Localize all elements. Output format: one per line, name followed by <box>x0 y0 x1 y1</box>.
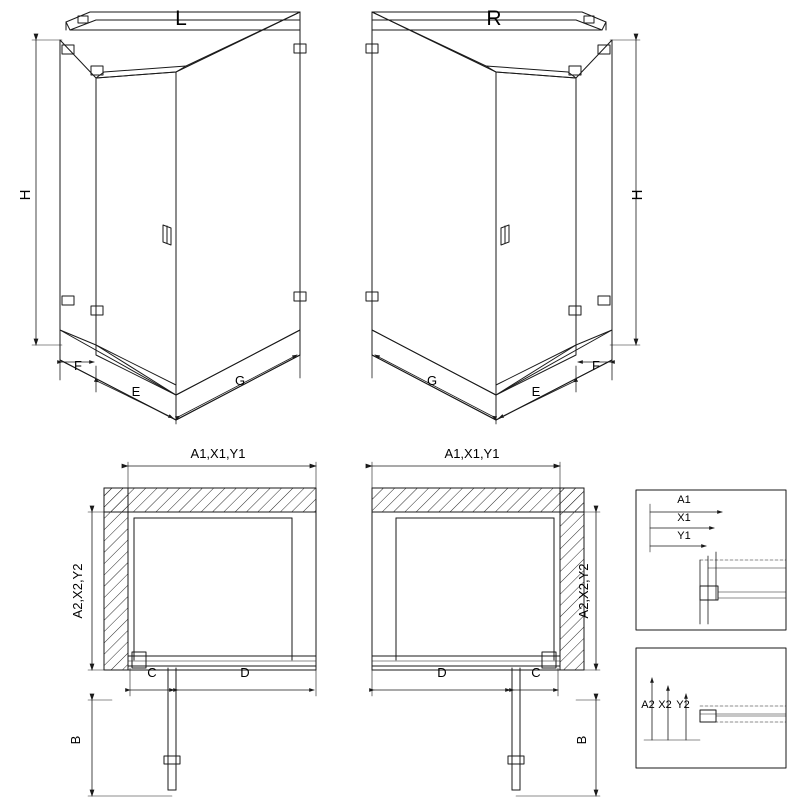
label-base-f-right: F <box>592 358 600 373</box>
label-plan-side-left: A2,X2,Y2 <box>70 563 85 619</box>
label-plan-top-right: A1,X1,Y1 <box>444 446 500 461</box>
label-height-right: H <box>629 189 646 201</box>
hinge-icon <box>91 306 103 315</box>
label-base-f-left: F <box>74 358 82 373</box>
label-plan-d-left: D <box>240 665 250 680</box>
label-plan-top-left: A1,X1,Y1 <box>190 446 246 461</box>
label-base-e-right: E <box>531 384 541 399</box>
label-door-b-right: B <box>574 735 589 745</box>
label-detail-a1: A1 <box>677 494 691 506</box>
hinge-icon <box>598 296 610 305</box>
label-detail-a2: A2 <box>641 699 655 711</box>
label-plan-c-left: C <box>147 665 157 680</box>
label-plan-side-right: A2,X2,Y2 <box>576 563 591 619</box>
label-plan-d-right: D <box>437 665 447 680</box>
label-door-b-left: B <box>68 735 83 745</box>
label-variant-right: R <box>486 7 502 30</box>
glass-back-panel-right <box>372 12 496 395</box>
label-detail-x2: X2 <box>658 699 672 711</box>
label-height-left: H <box>17 189 34 201</box>
door-top-frame-right <box>486 66 576 78</box>
hinge-icon <box>62 296 74 305</box>
glass-door-left <box>96 72 176 395</box>
glass-door-right <box>496 72 576 395</box>
label-base-e-left: E <box>131 384 141 399</box>
plan-view-right <box>372 462 600 796</box>
glass-side-panel-right <box>576 40 612 345</box>
label-detail-x1: X1 <box>677 512 691 524</box>
hinge-icon <box>569 306 581 315</box>
glass-side-panel-left <box>60 40 96 345</box>
label-base-g-right: G <box>426 373 438 388</box>
label-base-g-left: G <box>234 373 246 388</box>
tray-left-front-r <box>496 330 612 420</box>
glass-back-panel-left <box>176 12 300 395</box>
label-detail-y2: Y2 <box>676 699 690 711</box>
door-top-frame-left <box>96 66 186 78</box>
plan-view-left <box>88 462 316 796</box>
label-variant-left: L <box>175 7 187 30</box>
detail-view-top <box>636 490 786 630</box>
label-detail-y1: Y1 <box>677 530 691 542</box>
tray-left-front <box>60 330 176 420</box>
label-plan-c-right: C <box>531 665 541 680</box>
